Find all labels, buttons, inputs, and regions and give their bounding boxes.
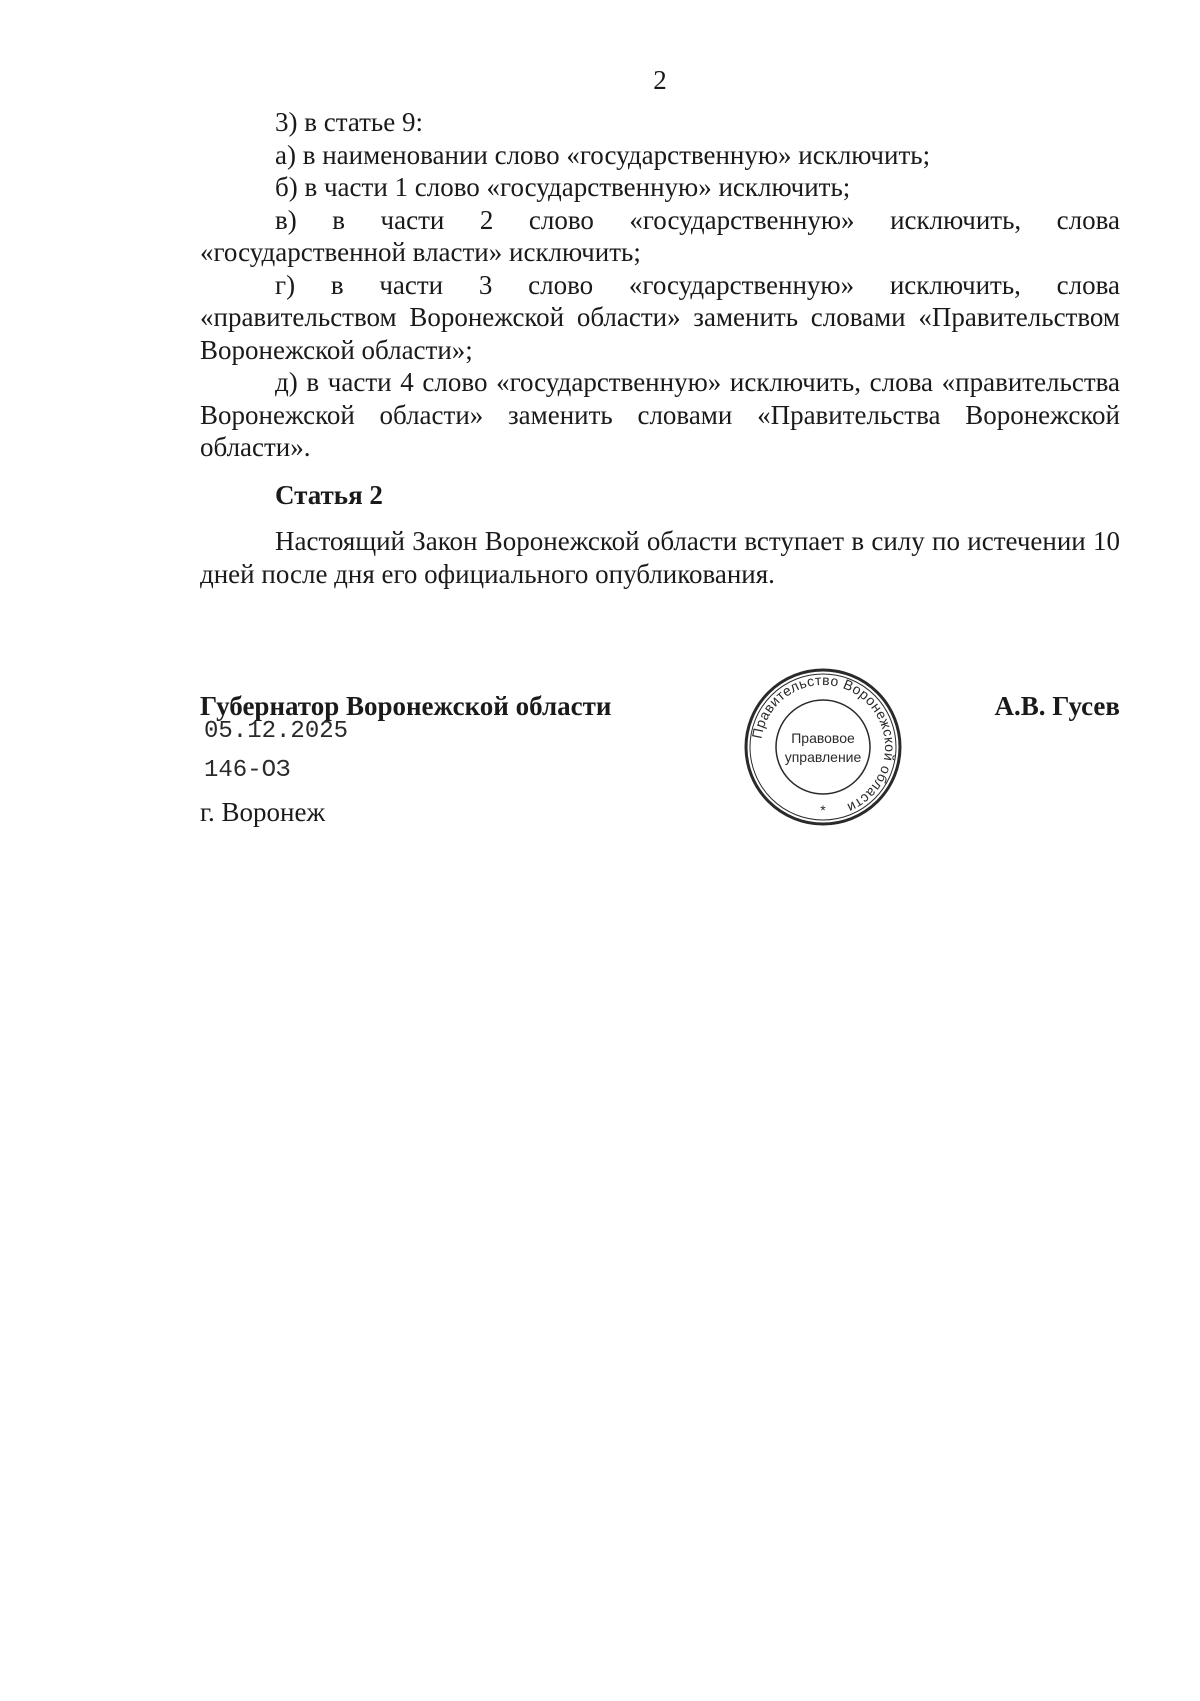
page-number: 2 bbox=[653, 65, 667, 95]
list-item: б) в части 1 слово «государственную» исключить; bbox=[275, 172, 851, 202]
stamp-outer-ring bbox=[746, 670, 900, 824]
stamp-ring-text: Правительство Воронежской области bbox=[748, 671, 899, 817]
stamp-inner-ring bbox=[776, 700, 870, 794]
official-stamp bbox=[743, 667, 903, 827]
list-item: д) в части 4 слово «государственную» исключить, слова «правительства Воронежской области» заменить словами «Правительства Воронежской области». bbox=[200, 367, 1120, 462]
list-item: 3) в статье 9: bbox=[275, 107, 423, 137]
stamp-star-icon: * bbox=[820, 802, 826, 818]
document-body bbox=[200, 106, 1120, 590]
stamp-center-line-2: управление bbox=[784, 749, 862, 765]
list-item: г) в части 3 слово «государственную» исключить, слова «правительством Воронежской области» заменить словами «Правительством Воронежской области»; bbox=[200, 269, 1120, 365]
signatory-title: Губернатор Воронежской области bbox=[200, 691, 612, 721]
signing-date: 05.12.2025 bbox=[204, 718, 349, 745]
article-text: Настоящий Закон Воронежской области вступает в силу по истечении 10 дней после дня его официального опубликования. bbox=[200, 526, 1120, 589]
signing-city: г. Воронеж bbox=[200, 797, 326, 827]
stamp-center-line-1: Правовое bbox=[791, 730, 855, 746]
list-item: в) в части 2 слово «государственную» исключить, слова «государственной власти» исключить; bbox=[200, 204, 1120, 267]
signatory-name: А.В. Гусев bbox=[994, 691, 1120, 721]
article-heading: Статья 2 bbox=[275, 479, 383, 510]
law-number: 146-ОЗ bbox=[204, 757, 291, 784]
list-item: а) в наименовании слово «государственную» исключить; bbox=[275, 139, 931, 170]
